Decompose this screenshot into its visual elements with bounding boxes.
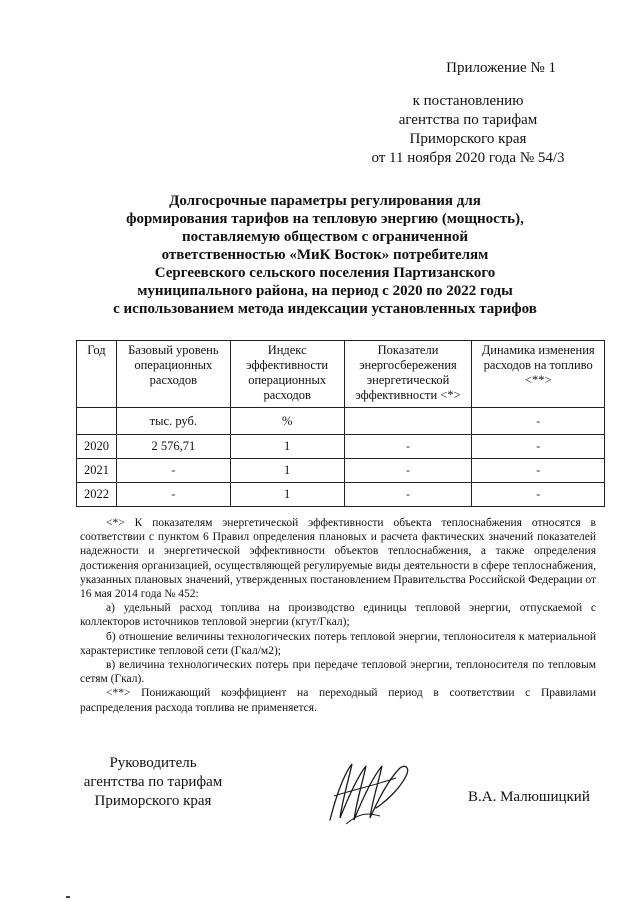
table-row xyxy=(77,483,605,507)
cell-year: 2020 xyxy=(77,435,117,459)
title-line: Долгосрочные параметры регулирования для xyxy=(169,193,481,209)
units-cell: - xyxy=(472,408,605,435)
footnote-paragraph: а) удельный расход топлива на производство единицы тепловой энергии, отпускаемой с коллекторов источников тепловой энергии (кгут/Гкал); xyxy=(80,602,596,629)
resolution-reference xyxy=(338,92,598,168)
footnotes xyxy=(80,516,596,715)
parameters-table xyxy=(76,340,605,507)
scan-speck xyxy=(66,896,70,898)
ref-line: агентства по тарифам xyxy=(398,112,538,128)
cell-fuel-dynamics: - xyxy=(472,435,605,459)
units-cell xyxy=(77,408,117,435)
cell-efficiency-index: 1 xyxy=(230,483,344,507)
header-energy-saving: Показатели энергосбережения энергетической эффективности <*> xyxy=(344,341,472,408)
ref-line: от 11 ноября 2020 года № 54/3 xyxy=(371,150,565,166)
cell-efficiency-index: 1 xyxy=(230,459,344,483)
cell-efficiency-index: 1 xyxy=(230,435,344,459)
title-line: Сергеевского сельского поселения Партизанского xyxy=(154,265,496,281)
footnote-paragraph: <**> Понижающий коэффициент на переходный период в соответствии с Правилами распределения расхода топлива не применяется. xyxy=(80,687,596,714)
title-line: с использованием метода индексации установленных тарифов xyxy=(113,301,537,317)
title-line: формирования тарифов на тепловую энергию (мощность), xyxy=(126,211,524,227)
annex-label: Приложение № 1 xyxy=(446,60,556,76)
header-efficiency-index: Индекс эффективности операционных расходов xyxy=(230,341,344,408)
cell-energy-saving: - xyxy=(344,435,472,459)
units-cell xyxy=(344,408,472,435)
document-title xyxy=(95,192,555,318)
ref-line: к постановлению xyxy=(412,93,524,109)
position-line: агентства по тарифам xyxy=(83,774,223,790)
cell-base-level: - xyxy=(116,459,230,483)
ref-line: Приморского края xyxy=(409,131,527,147)
cell-energy-saving: - xyxy=(344,459,472,483)
position-line: Приморского края xyxy=(94,793,212,809)
table-header-row xyxy=(77,341,605,408)
footnote-paragraph: б) отношение величины технологических потерь тепловой энергии, теплоносителя к материальной характеристике тепловой сети (Гкал/м2); xyxy=(80,630,596,657)
title-line: муниципального района, на период с 2020 по 2022 годы xyxy=(137,283,513,299)
table-row xyxy=(77,435,605,459)
cell-base-level: - xyxy=(116,483,230,507)
header-fuel-dynamics: Динамика изменения расходов на топливо <**> xyxy=(472,341,605,408)
title-line: поставляемую обществом с ограниченной xyxy=(182,229,468,245)
table-units-row xyxy=(77,408,605,435)
units-cell: % xyxy=(230,408,344,435)
header-year: Год xyxy=(77,341,117,408)
table-row xyxy=(77,459,605,483)
cell-energy-saving: - xyxy=(344,483,472,507)
handwritten-signature xyxy=(322,756,414,828)
cell-fuel-dynamics: - xyxy=(472,459,605,483)
position-line: Руководитель xyxy=(109,755,197,771)
cell-year: 2022 xyxy=(77,483,117,507)
cell-fuel-dynamics: - xyxy=(472,483,605,507)
title-line: ответственностью «МиК Восток» потребителям xyxy=(161,247,489,263)
cell-year: 2021 xyxy=(77,459,117,483)
header-base-level: Базовый уровень операционных расходов xyxy=(116,341,230,408)
signatory-name: В.А. Малюшицкий xyxy=(468,789,590,805)
units-cell: тыс. руб. xyxy=(116,408,230,435)
footnote-paragraph: <*> К показателям энергетической эффективности объекта теплоснабжения относятся в соответствии с пунктом 6 Правил определения плановых и расчета фактических значений показателей надежности и энергетической эффективности объектов теплоснабжения, а также определения достижения организацией, осуществляющей регулируемые виды деятельности в сфере теплоснабжения, указанных плановых значений, утвержденных постановлением Правительства Российской Федерации от 16 мая 2014 года № 452: xyxy=(80,517,597,601)
footnote-paragraph: в) величина технологических потерь при передаче тепловой энергии, теплоносителя по тепловым сетям (Гкал). xyxy=(80,659,596,686)
signatory-position xyxy=(78,754,228,811)
cell-base-level: 2 576,71 xyxy=(116,435,230,459)
